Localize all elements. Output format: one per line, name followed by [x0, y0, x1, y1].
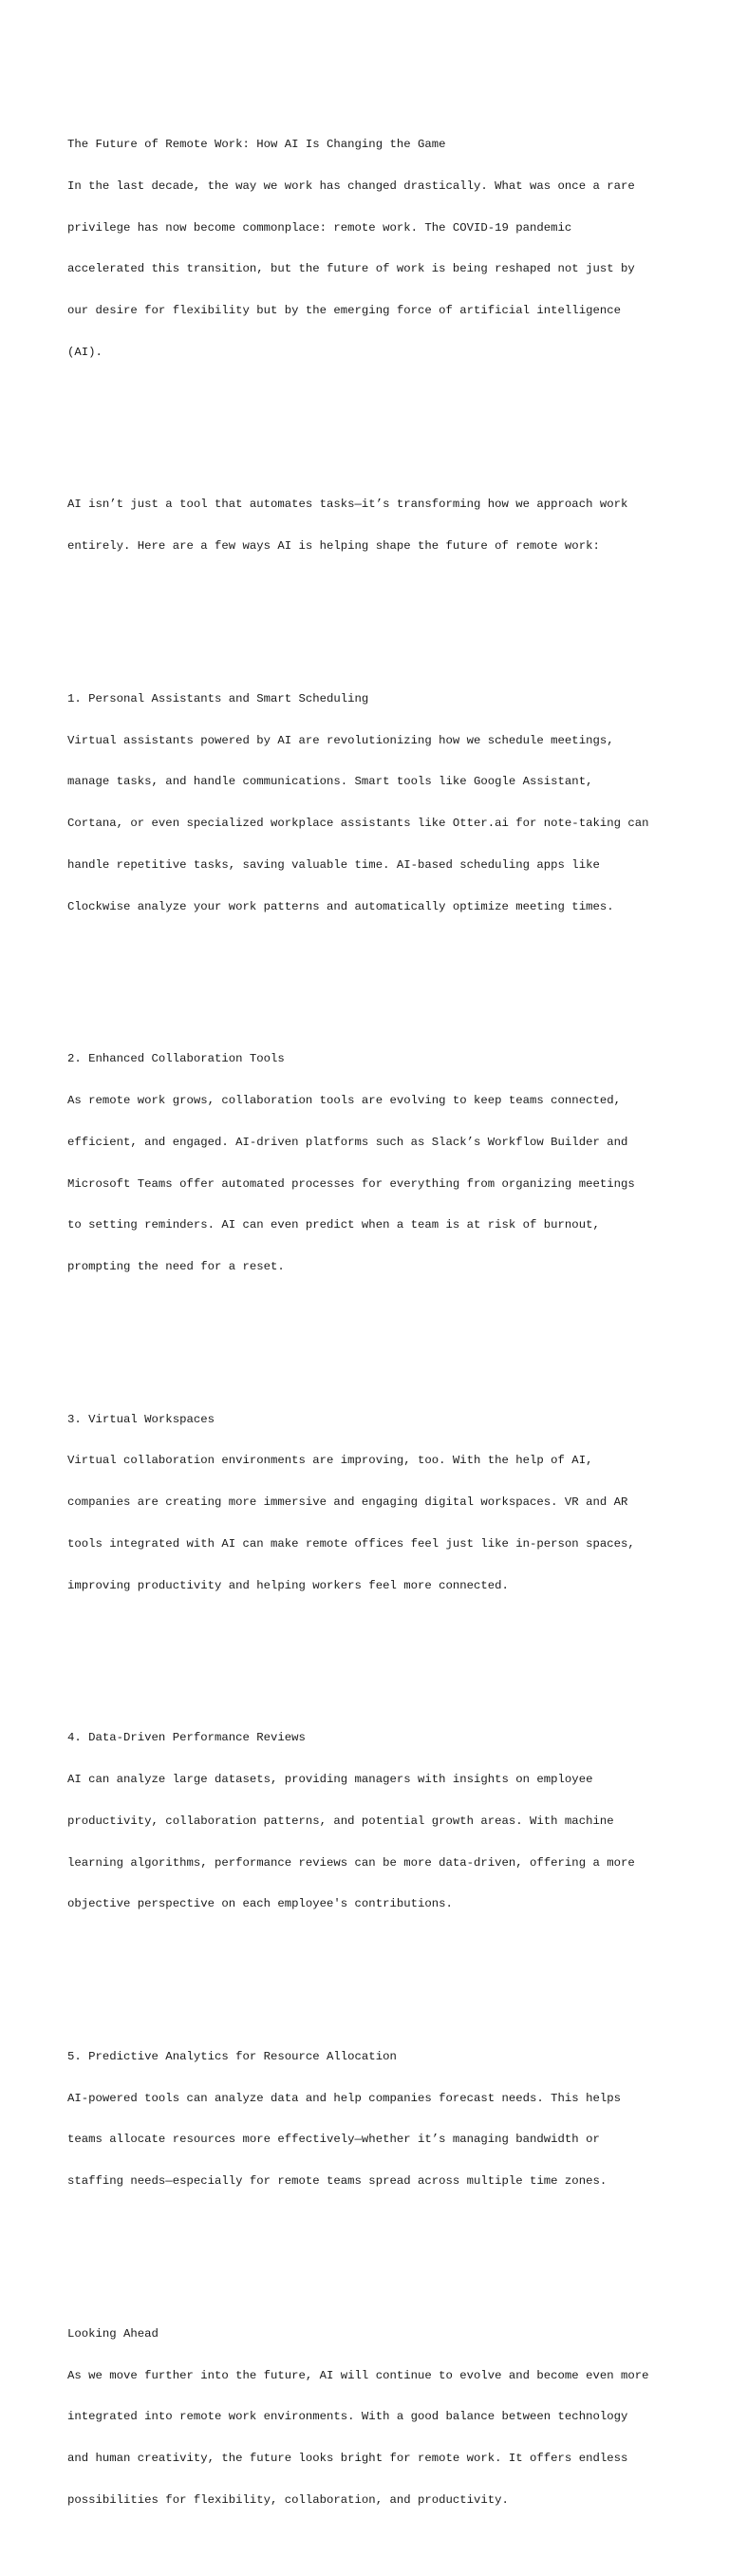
section-personal-assistants	[67, 665, 694, 942]
text-line: Microsoft Teams offer automated processes for everything from organizing meetings	[67, 1176, 635, 1191]
text-line: prompting the need for a reset.	[67, 1260, 285, 1274]
section-heading: 2. Enhanced Collaboration Tools	[67, 1052, 285, 1066]
text-line: accelerated this transition, but the future of work is being reshaped not just by	[67, 262, 635, 276]
text-line: and human creativity, the future looks bright for remote work. It offers endless	[67, 2452, 628, 2466]
section-looking-ahead	[67, 2300, 694, 2535]
text-line: to setting reminders. AI can even predict when a team is at risk of burnout,	[67, 1218, 600, 1232]
paragraph-gap	[67, 2244, 694, 2258]
text-line: possibilities for flexibility, collaboration, and productivity.	[67, 2492, 509, 2507]
section-heading: 4. Data-Driven Performance Reviews	[67, 1731, 306, 1745]
text-line: AI-powered tools can analyze data and help companies forecast needs. This helps	[67, 2091, 621, 2105]
paragraph-gap	[67, 1966, 694, 1981]
text-line: Virtual collaboration environments are improving, too. With the help of AI,	[67, 1454, 593, 1468]
paragraph-gap	[67, 609, 694, 623]
text-line: improving productivity and helping workers feel more connected.	[67, 1578, 509, 1592]
text-line: tools integrated with AI can make remote offices feel just like in-person spaces,	[67, 1536, 635, 1551]
text-line: AI isn’t just a tool that automates tasks—it’s transforming how we approach work	[67, 498, 628, 512]
paragraph-gap	[67, 1648, 694, 1663]
text-line: companies are creating more immersive and engaging digital workspaces. VR and AR	[67, 1495, 628, 1510]
text-line: Cortana, or even specialized workplace assistants like Otter.ai for note-taking can	[67, 817, 649, 831]
document-body	[67, 68, 694, 2576]
text-line: (AI).	[67, 345, 103, 359]
text-line: Clockwise analyze your work patterns and automatically optimize meeting times.	[67, 899, 614, 913]
section-collaboration-tools	[67, 1025, 694, 1302]
intro-paragraph	[67, 110, 694, 387]
text-line: staffing needs—especially for remote teams spread across multiple time zones.	[67, 2174, 608, 2189]
text-line: our desire for flexibility but by the emerging force of artificial intelligence	[67, 304, 621, 318]
text-line: In the last decade, the way we work has changed drastically. What was once a rare	[67, 179, 635, 193]
text-line: As remote work grows, collaboration tools are evolving to keep teams connected,	[67, 1093, 621, 1107]
text-line: privilege has now become commonplace: remote work. The COVID-19 pandemic	[67, 220, 572, 235]
text-line: AI can analyze large datasets, providing managers with insights on employee	[67, 1773, 593, 1787]
document-title: The Future of Remote Work: How AI Is Changing the Game	[67, 137, 446, 151]
section-performance-reviews	[67, 1703, 694, 1939]
text-line: teams allocate resources more effectively—whether it’s managing bandwidth or	[67, 2133, 600, 2147]
text-line: efficient, and engaged. AI-driven platforms such as Slack’s Workflow Builder and	[67, 1135, 628, 1149]
section-heading: 3. Virtual Workspaces	[67, 1412, 215, 1426]
text-line: objective perspective on each employee's contributions.	[67, 1897, 453, 1911]
text-line: handle repetitive tasks, saving valuable time. AI-based scheduling apps like	[67, 857, 600, 872]
section-heading: Looking Ahead	[67, 2326, 159, 2341]
text-line: Virtual assistants powered by AI are revolutionizing how we schedule meetings,	[67, 733, 614, 747]
section-virtual-workspaces	[67, 1384, 694, 1620]
paragraph-gap	[67, 969, 694, 984]
lead-paragraph	[67, 470, 694, 581]
text-line: entirely. Here are a few ways AI is helping shape the future of remote work:	[67, 539, 600, 554]
paragraph-gap	[67, 415, 694, 429]
section-predictive-analytics	[67, 2022, 694, 2216]
section-heading: 5. Predictive Analytics for Resource Allocation	[67, 2049, 397, 2063]
text-line: manage tasks, and handle communications. Smart tools like Google Assistant,	[67, 775, 593, 789]
text-line: integrated into remote work environments. With a good balance between technology	[67, 2410, 628, 2424]
section-heading: 1. Personal Assistants and Smart Scheduling	[67, 691, 369, 705]
text-line: learning algorithms, performance reviews can be more data-driven, offering a more	[67, 1855, 635, 1870]
text-line: As we move further into the future, AI will continue to evolve and become even more	[67, 2368, 649, 2382]
paragraph-gap	[67, 1329, 694, 1344]
text-line: productivity, collaboration patterns, and potential growth areas. With machine	[67, 1814, 614, 1828]
